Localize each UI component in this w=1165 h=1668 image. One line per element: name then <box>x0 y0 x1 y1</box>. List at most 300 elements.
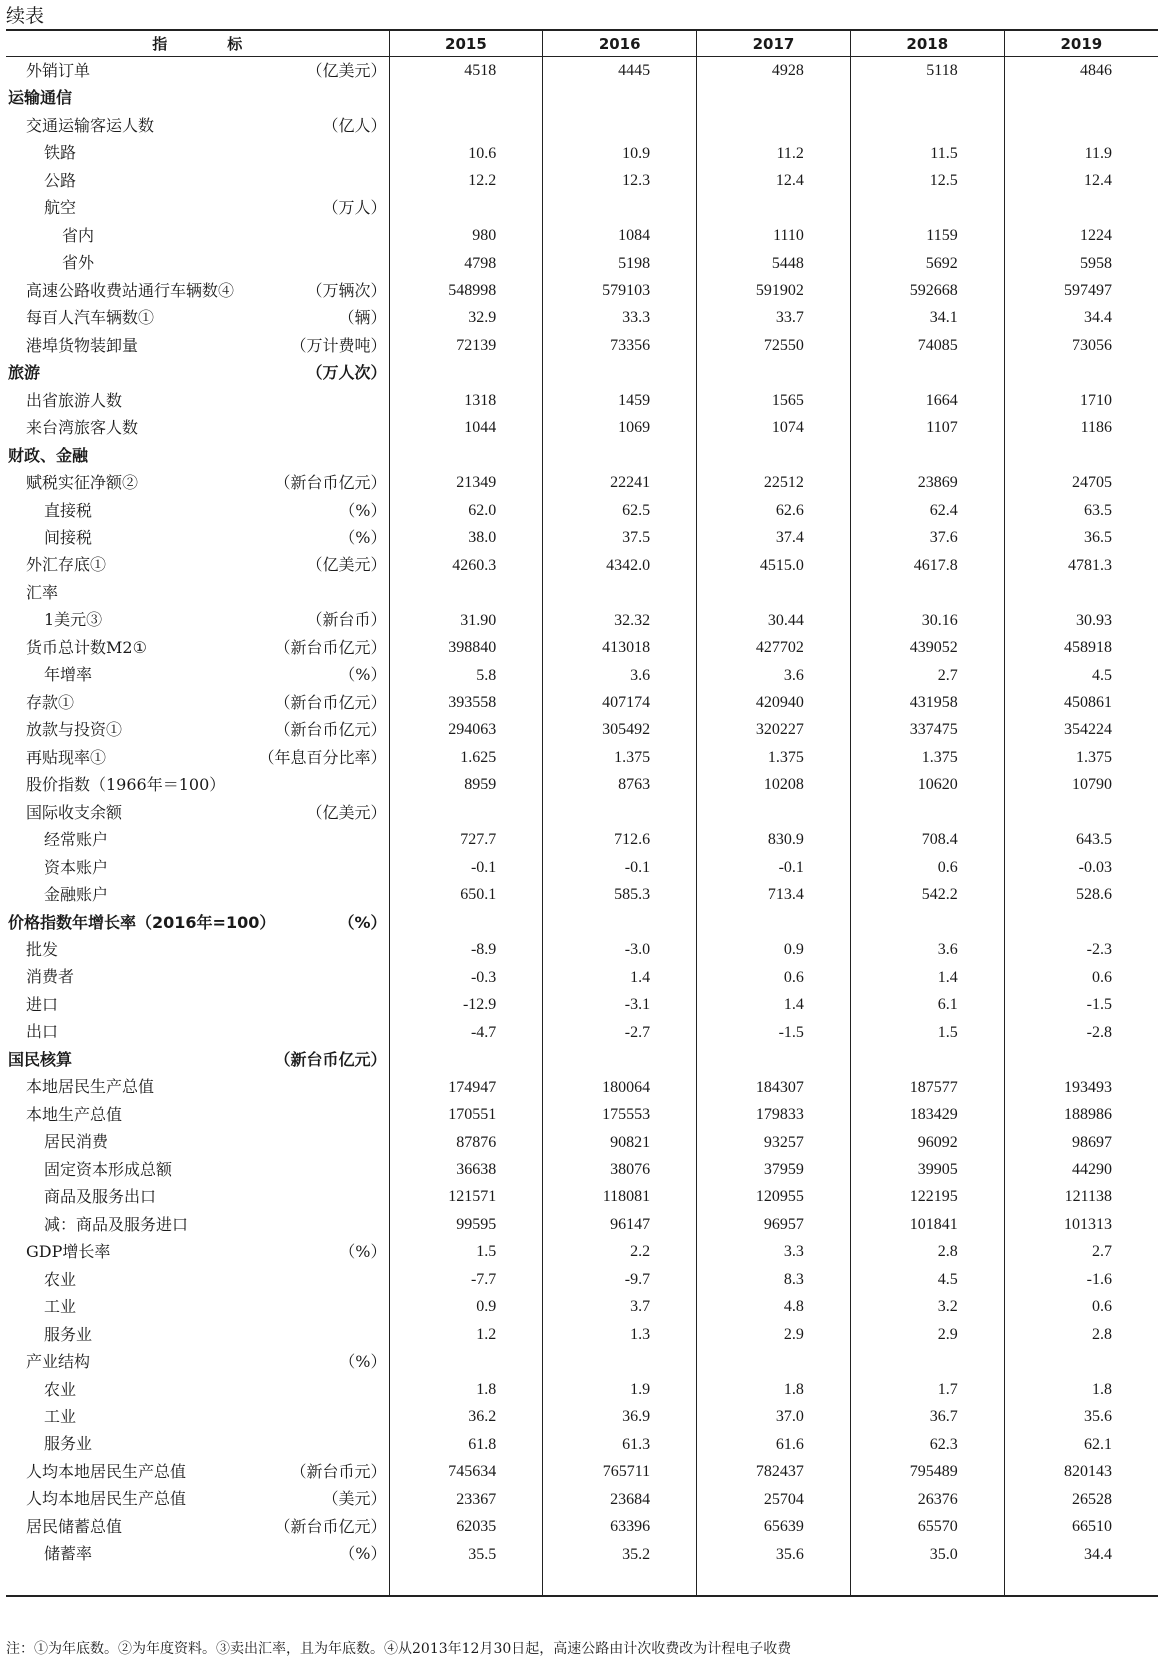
value-cell: 62.1 <box>1004 1430 1158 1457</box>
value-cell: 2.7 <box>1004 1238 1158 1265</box>
value-cell: 121138 <box>1004 1183 1158 1210</box>
value-cell: 34.4 <box>1004 1540 1158 1567</box>
indicator-label: 价格指数年增长率（2016年=100） <box>8 912 276 932</box>
value-cell <box>697 442 851 469</box>
value-cell: 0.6 <box>697 963 851 990</box>
indicator-label: 经常账户 <box>44 830 109 850</box>
indicator-label: 省内 <box>62 225 95 245</box>
value-cell: 1.4 <box>850 963 1004 990</box>
value-cell: 37.6 <box>850 524 1004 551</box>
value-cell: 2.8 <box>1004 1321 1158 1348</box>
indicator-cell <box>6 1540 389 1567</box>
value-cell: 35.0 <box>850 1540 1004 1567</box>
value-cell <box>389 579 543 606</box>
value-cell: 4928 <box>697 57 851 85</box>
indicator-cell <box>6 1513 389 1540</box>
value-cell: 10.6 <box>389 139 543 166</box>
value-cell: 170551 <box>389 1101 543 1128</box>
value-cell <box>697 84 851 111</box>
value-cell: -3.1 <box>543 991 697 1018</box>
value-cell: 175553 <box>543 1101 697 1128</box>
indicator-cell <box>6 1128 389 1155</box>
indicator-cell <box>6 1046 389 1073</box>
table-row <box>6 1485 1158 1512</box>
table-header-row <box>6 30 1158 57</box>
table-row <box>6 112 1158 139</box>
indicator-cell <box>6 744 389 771</box>
indicator-label: 出省旅游人数 <box>26 390 123 410</box>
indicator-label: 资本账户 <box>44 857 109 877</box>
value-cell: 830.9 <box>697 826 851 853</box>
indicator-label: 外汇存底① <box>26 555 107 575</box>
indicator-cell <box>6 1293 389 1320</box>
value-cell: 398840 <box>389 634 543 661</box>
value-cell: 37.0 <box>697 1403 851 1430</box>
value-cell: 6.1 <box>850 991 1004 1018</box>
table-row <box>6 854 1158 881</box>
value-cell: 795489 <box>850 1458 1004 1485</box>
value-cell: 23684 <box>543 1485 697 1512</box>
value-cell: 1084 <box>543 222 697 249</box>
indicator-unit: （新台币亿元） <box>274 1516 387 1536</box>
indicator-cell <box>6 799 389 826</box>
table-row <box>6 414 1158 441</box>
value-cell: 61.8 <box>389 1430 543 1457</box>
indicator-unit: （亿美元） <box>306 61 387 80</box>
value-cell: 120955 <box>697 1183 851 1210</box>
value-cell: -2.3 <box>1004 936 1158 963</box>
value-cell: 431958 <box>850 689 1004 716</box>
value-cell: 3.7 <box>543 1293 697 1320</box>
value-cell: 99595 <box>389 1211 543 1238</box>
indicator-label: 航空 <box>44 198 77 218</box>
table-row <box>6 194 1158 221</box>
value-cell: 33.7 <box>697 304 851 331</box>
page-title: 续表 <box>6 5 45 27</box>
year-header: 2019 <box>1004 30 1158 57</box>
indicator-unit: （新台币元） <box>290 1461 387 1481</box>
value-cell <box>850 112 1004 139</box>
indicator-unit: （万人） <box>322 198 387 218</box>
value-cell <box>389 112 543 139</box>
indicator-cell <box>6 1321 389 1348</box>
value-cell: 980 <box>389 222 543 249</box>
value-cell: 4781.3 <box>1004 551 1158 578</box>
indicator-label: 减：商品及服务进口 <box>44 1214 189 1234</box>
value-cell: 4.5 <box>850 1266 1004 1293</box>
value-cell: 4798 <box>389 249 543 276</box>
value-cell: -0.03 <box>1004 854 1158 881</box>
table-row <box>6 1348 1158 1375</box>
value-cell <box>850 359 1004 386</box>
value-cell: 782437 <box>697 1458 851 1485</box>
value-cell: 820143 <box>1004 1458 1158 1485</box>
value-cell: -4.7 <box>389 1018 543 1045</box>
value-cell: 1.9 <box>543 1376 697 1403</box>
value-cell: 62.4 <box>850 497 1004 524</box>
value-cell: 1.5 <box>389 1238 543 1265</box>
indicator-cell <box>6 332 389 359</box>
value-cell: 337475 <box>850 716 1004 743</box>
indicator-label: 1美元③ <box>44 610 103 630</box>
table-row <box>6 524 1158 551</box>
indicator-label: 农业 <box>44 1269 77 1289</box>
value-cell: 5448 <box>697 249 851 276</box>
indicator-header: 指标 <box>6 30 389 57</box>
value-cell <box>697 579 851 606</box>
value-cell: 174947 <box>389 1073 543 1100</box>
value-cell: 5.8 <box>389 661 543 688</box>
value-cell: 37.4 <box>697 524 851 551</box>
value-cell: 11.9 <box>1004 139 1158 166</box>
indicator-label: 年增率 <box>44 665 93 685</box>
value-cell: 4515.0 <box>697 551 851 578</box>
value-cell <box>543 909 697 936</box>
value-cell: -3.0 <box>543 936 697 963</box>
value-cell: 5958 <box>1004 249 1158 276</box>
value-cell: 35.6 <box>1004 1403 1158 1430</box>
value-cell: 1044 <box>389 414 543 441</box>
table-row <box>6 442 1158 469</box>
table-row <box>6 1376 1158 1403</box>
indicator-label: 居民消费 <box>44 1132 109 1152</box>
indicator-label: 每百人汽车辆数① <box>26 308 155 328</box>
indicator-cell <box>6 606 389 633</box>
value-cell: -0.1 <box>697 854 851 881</box>
value-cell: 12.5 <box>850 167 1004 194</box>
value-cell: 24705 <box>1004 469 1158 496</box>
value-cell <box>389 909 543 936</box>
indicator-unit: （%） <box>338 912 387 932</box>
value-cell: 98697 <box>1004 1128 1158 1155</box>
value-cell: 93257 <box>697 1128 851 1155</box>
indicator-cell <box>6 304 389 331</box>
value-cell: 35.6 <box>697 1540 851 1567</box>
indicator-label: 间接税 <box>44 527 93 547</box>
indicator-cell <box>6 387 389 414</box>
table-row <box>6 277 1158 304</box>
value-cell: 179833 <box>697 1101 851 1128</box>
table-row <box>6 634 1158 661</box>
indicator-label: 财政、金融 <box>8 445 89 465</box>
table-row <box>6 139 1158 166</box>
value-cell: 643.5 <box>1004 826 1158 853</box>
indicator-label: 本地生产总值 <box>26 1104 123 1124</box>
value-cell: 11.5 <box>850 139 1004 166</box>
value-cell <box>1004 1348 1158 1375</box>
value-cell: 23367 <box>389 1485 543 1512</box>
indicator-label: 再贴现率① <box>26 747 107 767</box>
indicator-unit: （万辆次） <box>306 280 387 300</box>
value-cell <box>1004 359 1158 386</box>
indicator-cell <box>6 936 389 963</box>
indicator-cell <box>6 167 389 194</box>
indicator-label: 商品及服务出口 <box>44 1187 157 1207</box>
indicator-cell <box>6 112 389 139</box>
indicator-label: 工业 <box>44 1406 77 1426</box>
value-cell: 74085 <box>850 332 1004 359</box>
value-cell: 4617.8 <box>850 551 1004 578</box>
table-row <box>6 771 1158 798</box>
value-cell <box>697 194 851 221</box>
value-cell <box>697 359 851 386</box>
value-cell: 420940 <box>697 689 851 716</box>
table-row <box>6 963 1158 990</box>
table-row <box>6 1458 1158 1485</box>
indicator-cell <box>6 359 389 386</box>
value-cell: 2.7 <box>850 661 1004 688</box>
value-cell: 122195 <box>850 1183 1004 1210</box>
value-cell <box>543 1046 697 1073</box>
value-cell: 26528 <box>1004 1485 1158 1512</box>
indicator-label: 股价指数（1966年＝100） <box>26 775 226 795</box>
table-row <box>6 1101 1158 1128</box>
indicator-cell <box>6 963 389 990</box>
table-row <box>6 167 1158 194</box>
value-cell: 30.44 <box>697 606 851 633</box>
indicator-unit: （亿美元） <box>306 555 387 575</box>
value-cell: 193493 <box>1004 1073 1158 1100</box>
table-body <box>6 57 1158 1597</box>
value-cell: 87876 <box>389 1128 543 1155</box>
value-cell <box>850 1568 1004 1596</box>
table-row <box>6 716 1158 743</box>
value-cell: -8.9 <box>389 936 543 963</box>
indicator-unit: （%） <box>339 665 387 685</box>
value-cell: 36.9 <box>543 1403 697 1430</box>
table-row <box>6 1321 1158 1348</box>
value-cell: 44290 <box>1004 1156 1158 1183</box>
value-cell <box>850 442 1004 469</box>
value-cell: 34.4 <box>1004 304 1158 331</box>
year-header: 2017 <box>697 30 851 57</box>
value-cell: 1159 <box>850 222 1004 249</box>
value-cell: 1.8 <box>389 1376 543 1403</box>
value-cell: 12.4 <box>1004 167 1158 194</box>
indicator-label: 进口 <box>26 994 59 1014</box>
value-cell: 4260.3 <box>389 551 543 578</box>
value-cell <box>1004 909 1158 936</box>
value-cell: -0.1 <box>543 854 697 881</box>
value-cell: 458918 <box>1004 634 1158 661</box>
value-cell: 72550 <box>697 332 851 359</box>
value-cell: 713.4 <box>697 881 851 908</box>
value-cell: 1.375 <box>543 744 697 771</box>
table-row <box>6 84 1158 111</box>
indicator-label: 消费者 <box>26 967 75 987</box>
value-cell: 90821 <box>543 1128 697 1155</box>
value-cell <box>543 799 697 826</box>
value-cell: 72139 <box>389 332 543 359</box>
year-header: 2018 <box>850 30 1004 57</box>
year-header: 2016 <box>543 30 697 57</box>
indicator-cell <box>6 1018 389 1045</box>
indicator-label: GDP增长率 <box>26 1242 111 1262</box>
value-cell: -0.3 <box>389 963 543 990</box>
value-cell: 2.9 <box>697 1321 851 1348</box>
value-cell: 10.9 <box>543 139 697 166</box>
value-cell: 63396 <box>543 1513 697 1540</box>
indicator-cell <box>6 414 389 441</box>
value-cell: 73056 <box>1004 332 1158 359</box>
value-cell: 31.90 <box>389 606 543 633</box>
value-cell: 12.2 <box>389 167 543 194</box>
indicator-cell <box>6 1156 389 1183</box>
value-cell: 1.4 <box>697 991 851 1018</box>
indicator-cell <box>6 1485 389 1512</box>
table-row <box>6 606 1158 633</box>
indicator-cell <box>6 1183 389 1210</box>
indicator-label: 高速公路收费站通行车辆数④ <box>26 280 235 300</box>
value-cell: 3.6 <box>850 936 1004 963</box>
table-row <box>6 57 1158 85</box>
table-row <box>6 387 1158 414</box>
value-cell: 5198 <box>543 249 697 276</box>
table-row <box>6 1513 1158 1540</box>
value-cell: -1.5 <box>697 1018 851 1045</box>
indicator-cell <box>6 1403 389 1430</box>
table-row <box>6 469 1158 496</box>
value-cell: 3.6 <box>697 661 851 688</box>
indicator-cell <box>6 881 389 908</box>
indicator-cell <box>6 579 389 606</box>
table-row <box>6 497 1158 524</box>
table-row <box>6 689 1158 716</box>
indicator-cell <box>6 139 389 166</box>
table-row <box>6 1540 1158 1567</box>
value-cell <box>543 1348 697 1375</box>
value-cell: 22241 <box>543 469 697 496</box>
indicator-unit: （新台币亿元） <box>274 720 387 740</box>
value-cell: 65639 <box>697 1513 851 1540</box>
table-row <box>6 332 1158 359</box>
value-cell: 1710 <box>1004 387 1158 414</box>
value-cell: 413018 <box>543 634 697 661</box>
value-cell: 10208 <box>697 771 851 798</box>
statistics-table <box>6 29 1158 1597</box>
value-cell: 32.9 <box>389 304 543 331</box>
indicator-label: 省外 <box>62 253 95 273</box>
value-cell <box>1004 442 1158 469</box>
indicator-cell <box>6 991 389 1018</box>
value-cell: -2.8 <box>1004 1018 1158 1045</box>
value-cell: 745634 <box>389 1458 543 1485</box>
indicator-cell <box>6 689 389 716</box>
value-cell: 34.1 <box>850 304 1004 331</box>
value-cell: 1.4 <box>543 963 697 990</box>
value-cell: 36.5 <box>1004 524 1158 551</box>
indicator-label: 农业 <box>44 1379 77 1399</box>
value-cell <box>850 909 1004 936</box>
indicator-cell <box>6 716 389 743</box>
value-cell <box>850 1348 1004 1375</box>
table-row <box>6 909 1158 936</box>
value-cell: 585.3 <box>543 881 697 908</box>
value-cell: 1107 <box>850 414 1004 441</box>
value-cell <box>543 1568 697 1596</box>
indicator-cell <box>6 1376 389 1403</box>
value-cell: 66510 <box>1004 1513 1158 1540</box>
value-cell: 4.8 <box>697 1293 851 1320</box>
value-cell: 61.3 <box>543 1430 697 1457</box>
value-cell: -0.1 <box>389 854 543 881</box>
value-cell: 1318 <box>389 387 543 414</box>
indicator-cell <box>6 524 389 551</box>
value-cell: 8.3 <box>697 1266 851 1293</box>
indicator-unit: （新台币亿元） <box>274 637 387 657</box>
value-cell: 10620 <box>850 771 1004 798</box>
value-cell: 73356 <box>543 332 697 359</box>
indicator-label: 铁路 <box>44 143 77 163</box>
value-cell <box>850 1046 1004 1073</box>
indicator-label: 固定资本形成总额 <box>44 1159 173 1179</box>
value-cell: 1.2 <box>389 1321 543 1348</box>
indicator-cell <box>6 1073 389 1100</box>
value-cell <box>389 799 543 826</box>
indicator-label: 运输通信 <box>8 88 73 108</box>
indicator-unit: （新台币亿元） <box>274 1049 387 1069</box>
indicator-cell <box>6 909 389 936</box>
value-cell <box>543 359 697 386</box>
value-cell: -1.6 <box>1004 1266 1158 1293</box>
value-cell: 62.6 <box>697 497 851 524</box>
value-cell: 1.375 <box>1004 744 1158 771</box>
indicator-cell <box>6 194 389 221</box>
value-cell: 21349 <box>389 469 543 496</box>
indicator-unit: （美元） <box>322 1489 387 1509</box>
indicator-cell <box>6 222 389 249</box>
value-cell: 62035 <box>389 1513 543 1540</box>
value-cell: 1074 <box>697 414 851 441</box>
indicator-cell <box>6 1458 389 1485</box>
indicator-unit: （辆） <box>338 308 387 328</box>
indicator-label: 货币总计数M2① <box>26 637 147 657</box>
value-cell: 592668 <box>850 277 1004 304</box>
indicator-label: 出口 <box>26 1022 59 1042</box>
value-cell: 11.2 <box>697 139 851 166</box>
table-row <box>6 936 1158 963</box>
value-cell <box>389 194 543 221</box>
table-row <box>6 1430 1158 1457</box>
footnote: 注：①为年底数。②为年度资料。③卖出汇率，且为年底数。④从2013年12月30日起，高速公路由计次收费改为计程电子收费 <box>6 1641 792 1657</box>
indicator-label: 人均本地居民生产总值 <box>26 1461 187 1481</box>
indicator-cell <box>6 634 389 661</box>
table-row <box>6 1211 1158 1238</box>
value-cell: 184307 <box>697 1073 851 1100</box>
value-cell: 10790 <box>1004 771 1158 798</box>
table-row <box>6 881 1158 908</box>
indicator-unit: （新台币亿元） <box>274 692 387 712</box>
indicator-label: 交通运输客运人数 <box>26 115 155 135</box>
value-cell: 4.5 <box>1004 661 1158 688</box>
indicator-cell <box>6 1238 389 1265</box>
indicator-cell <box>6 57 389 85</box>
indicator-unit: （%） <box>339 500 387 520</box>
indicator-unit: （亿人） <box>322 115 387 135</box>
year-header: 2015 <box>389 30 543 57</box>
value-cell: 1.3 <box>543 1321 697 1348</box>
value-cell: 180064 <box>543 1073 697 1100</box>
indicator-label: 国际收支余额 <box>26 802 123 822</box>
value-cell <box>543 579 697 606</box>
table-row <box>6 1293 1158 1320</box>
value-cell <box>389 1046 543 1073</box>
indicator-label: 批发 <box>26 940 59 959</box>
indicator-unit: （%） <box>339 1352 387 1372</box>
indicator-label: 旅游 <box>8 363 41 383</box>
table-row <box>6 579 1158 606</box>
value-cell: 4445 <box>543 57 697 85</box>
